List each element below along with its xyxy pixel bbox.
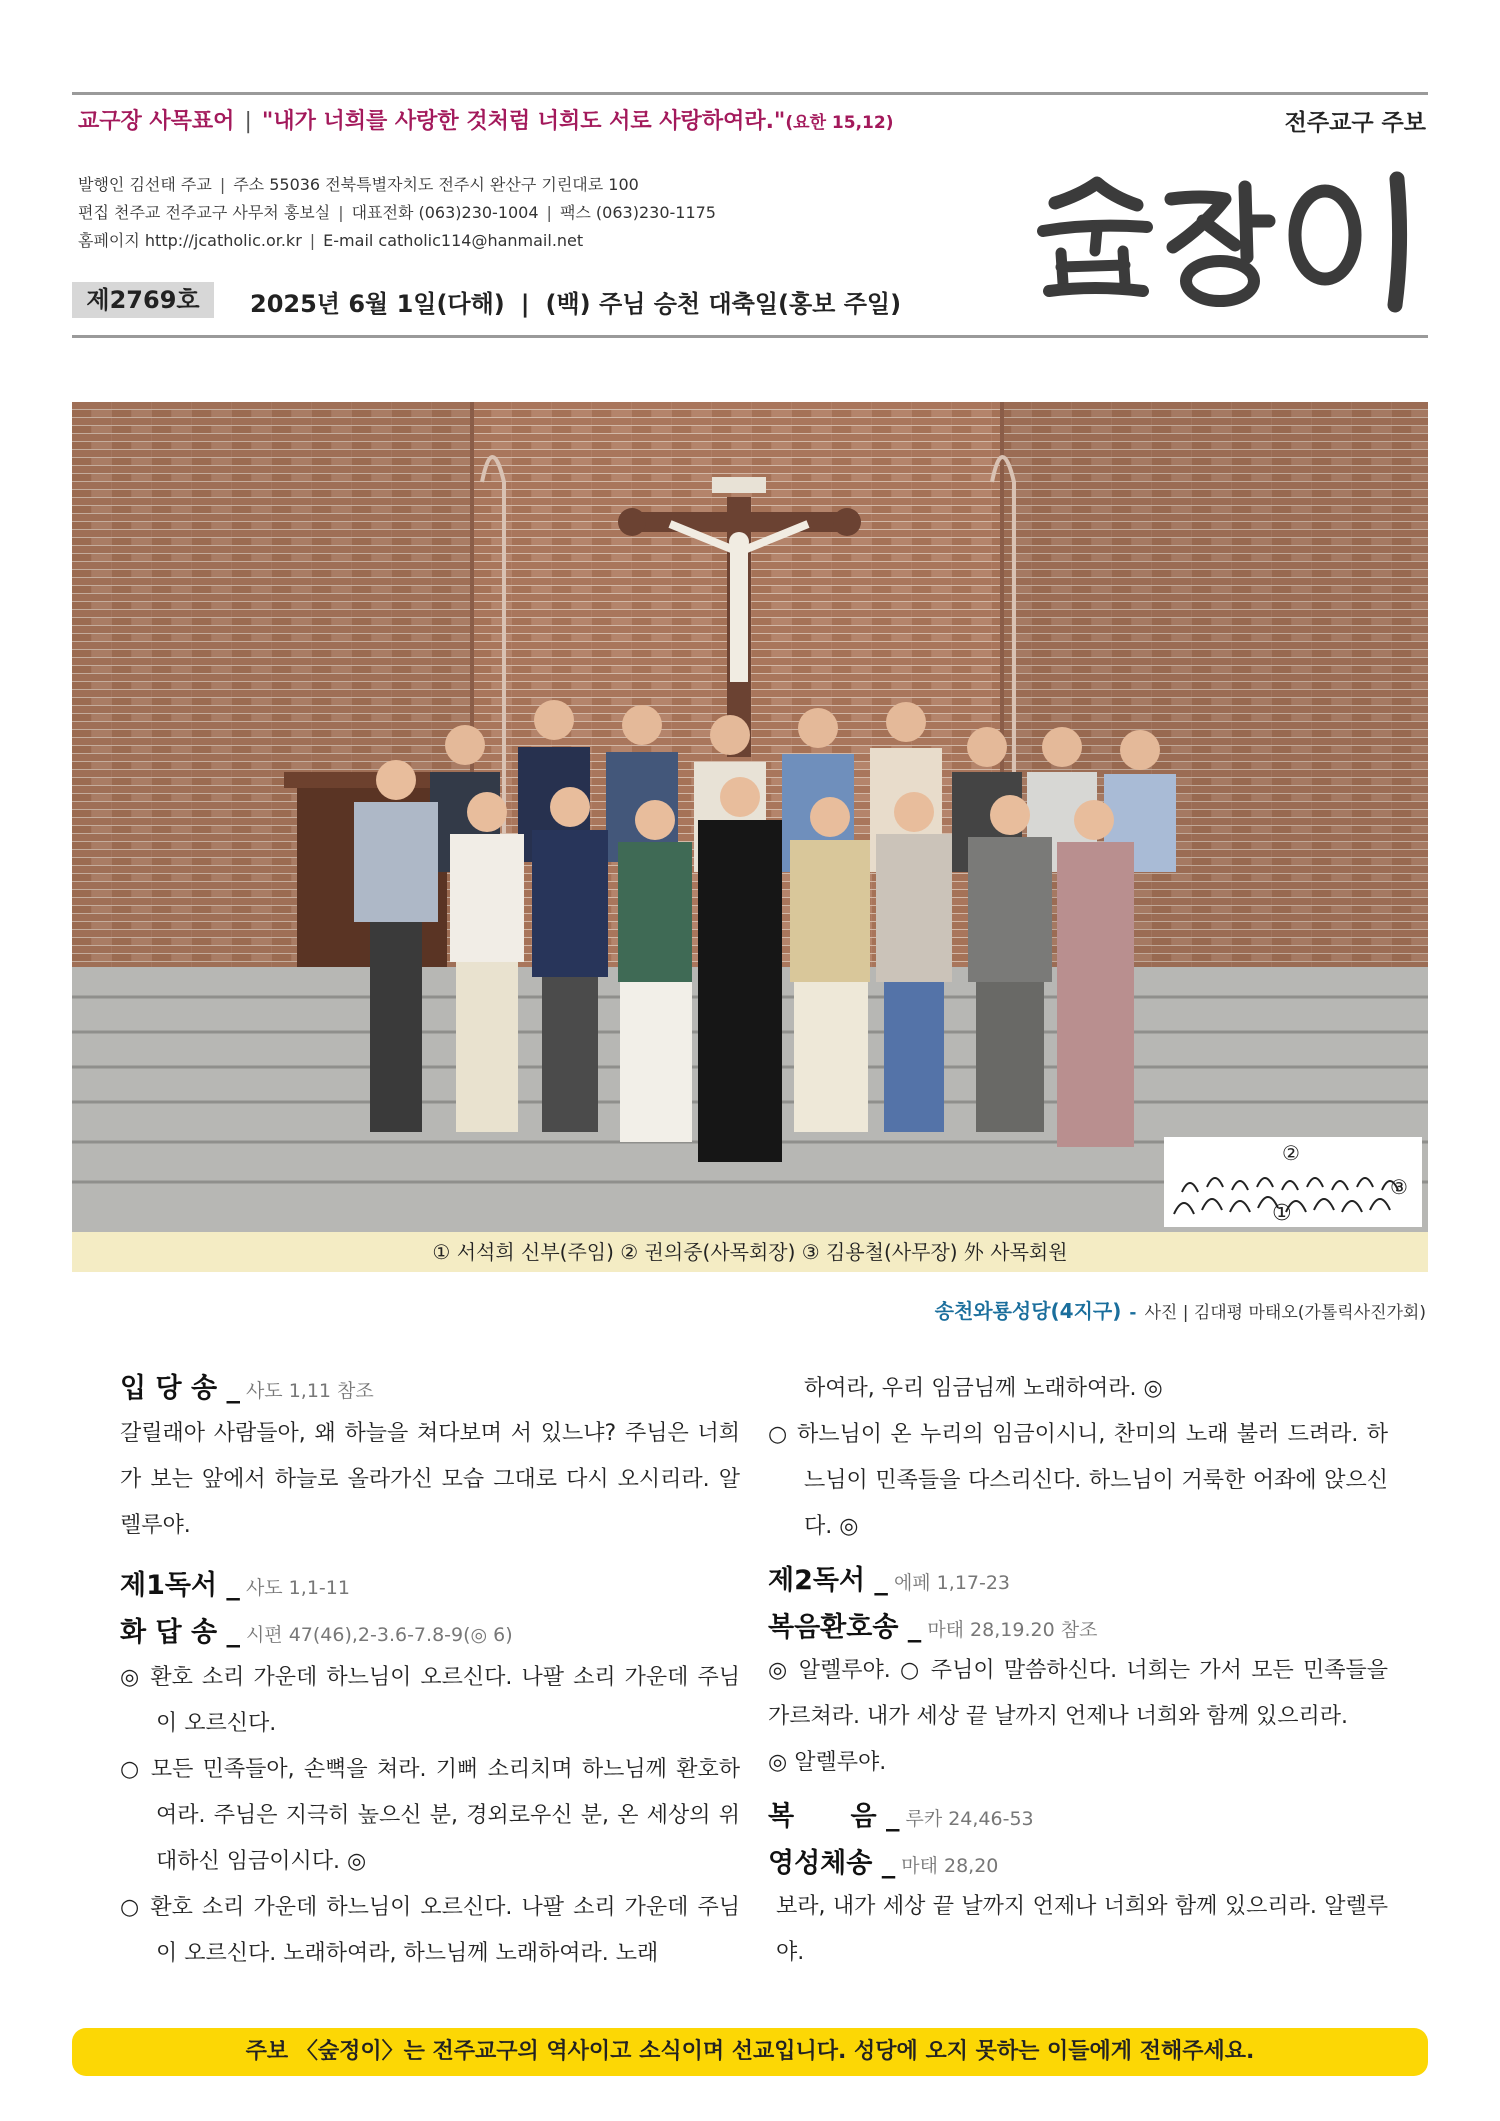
psalm-ref: 시편 47(46),2-3.6-7.8-9(◎ 6)	[245, 1624, 513, 1646]
gospel-acclamation-heading	[768, 1605, 1388, 1644]
editor-line: 편집 천주교 전주교구 사무처 홍보실 | 대표전화 (063)230-1004 | 팩스 (063)230-1175	[78, 203, 716, 222]
communion-title: 영성체송 _	[768, 1848, 896, 1879]
photo-credit: 송천와룡성당(4지구) - 사진 | 김대평 마태오(가톨릭사진가회)	[934, 1299, 1426, 1323]
top-rule	[72, 92, 1428, 95]
issue-line: 2025년 6월 1일(다해) | (백) 주님 승천 대축일(홍보 주일)	[250, 290, 902, 318]
communion-antiphon-text: 보라, 내가 세상 끝 날까지 언제나 너희와 함께 있으리라. 알렐루야.	[776, 1894, 1388, 1965]
motto-reference: (요한 15,12)	[785, 113, 894, 133]
separator: |	[244, 109, 252, 134]
gospel-heading	[768, 1794, 1388, 1833]
key-label-2: ②	[1282, 1141, 1300, 1165]
communion-ref: 마태 28,20	[901, 1855, 999, 1877]
editor: 편집 천주교 전주교구 사무처 홍보실	[78, 203, 331, 222]
contact-line: 홈페이지 http://jcatholic.or.kr | E-mail catholic114@hanmail.net	[78, 231, 584, 250]
psalm-heading	[120, 1610, 740, 1649]
footer-banner: 주보 〈숲정이〉는 전주교구의 역사이고 소식이며 선교입니다. 성당에 오지 못하는 이들에게 전해주세요.	[72, 2028, 1428, 2076]
issue-date: 2025년 6월 1일(다해)	[250, 290, 505, 318]
reading2-title: 제2독서 _	[768, 1565, 888, 1596]
reading1-title: 제1독서 _	[120, 1570, 240, 1601]
entrance-antiphon-heading	[120, 1366, 740, 1405]
photo-caption: ① 서석희 신부(주임) ② 권의중(사목회장) ③ 김용철(사무장) 外 사목회원	[72, 1232, 1428, 1272]
gospel-ref: 루카 24,46-53	[905, 1808, 1034, 1830]
liturgy-left-column	[120, 1360, 740, 1977]
header-rule	[72, 335, 1428, 338]
motto-prefix: 교구장 사목표어	[78, 109, 235, 134]
psalm-verse: ○ 환호 소리 가운데 하느님이 오르신다. 나팔 소리 가운데 주님이 오르신다. 노래하여라, 하느님께 노래하여라. 노래	[120, 1895, 740, 1966]
phone: 대표전화 (063)230-1004	[351, 203, 539, 222]
issue-feast: (백) 주님 승천 대축일(홍보 주일)	[545, 290, 902, 318]
publisher-line: 발행인 김선태 주교 | 주소 55036 전북특별자치도 전주시 완산구 기린대로 100	[78, 175, 639, 194]
reading2-ref: 에페 1,17-23	[893, 1572, 1011, 1594]
issue-number: 제2769호	[72, 282, 214, 318]
reading1-ref: 사도 1,1-11	[245, 1577, 350, 1599]
publisher: 발행인 김선태 주교	[78, 175, 212, 194]
entrance-ref: 사도 1,11 참조	[245, 1380, 374, 1402]
psalm-response: ◎ 환호 소리 가운데 하느님이 오르신다. 나팔 소리 가운데 주님이 오르신다.	[120, 1665, 740, 1736]
gospel-acclamation-response: ◎ 알렐루야.	[768, 1750, 887, 1775]
motto-text: "내가 너희를 사랑한 것처럼 너희도 서로 사랑하여라."	[261, 109, 786, 134]
liturgy-right-column	[768, 1366, 1388, 1976]
psalm-verse: ○ 하느님이 온 누리의 임금이시니, 찬미의 노래 불러 드려라. 하느님이 민족들을 다스리신다. 하느님이 거룩한 어좌에 앉으신다. ◎	[768, 1422, 1388, 1539]
psalm-verse: ○ 모든 민족들아, 손뼉을 쳐라. 기뻐 소리치며 하느님께 환호하여라. 주님은 지극히 높으신 분, 경외로우신 분, 온 세상의 위대하신 임금이시다. ◎	[120, 1757, 740, 1874]
photo-key-inset	[1164, 1137, 1422, 1227]
masthead-logo	[1025, 165, 1435, 315]
diocesan-motto	[78, 104, 893, 135]
homepage-link[interactable]: 홈페이지 http://jcatholic.or.kr	[78, 231, 302, 250]
entrance-antiphon-text: 갈릴래아 사람들아, 왜 하늘을 쳐다보며 서 있느냐? 주님은 너희가 보는 앞에서 하늘로 올라가신 모습 그대로 다시 오시리라. 알렐루야.	[120, 1421, 740, 1538]
group-photo	[72, 402, 1428, 1232]
paper-type: 전주교구 주보	[1284, 110, 1426, 136]
gospel-acclamation-text: ◎ 알렐루야. ○ 주님이 말씀하신다. 너희는 가서 모든 민족들을 가르쳐라. 내가 세상 끝 날까지 언제나 너희와 함께 있으리라.	[768, 1658, 1388, 1729]
psalm-title: 화 답 송 _	[120, 1617, 240, 1648]
first-reading-heading	[120, 1563, 740, 1602]
fax: 팩스 (063)230-1175	[559, 203, 716, 222]
entrance-title: 입 당 송 _	[120, 1373, 240, 1404]
front-row-people	[354, 760, 1134, 1162]
email-link[interactable]: E-mail catholic114@hanmail.net	[323, 231, 584, 250]
address: 주소 55036 전북특별자치도 전주시 완산구 기린대로 100	[233, 175, 639, 194]
key-label-1: ①	[1272, 1201, 1292, 1226]
key-label-3: ③	[1390, 1175, 1408, 1199]
parish-name: 송천와룡성당(4지구)	[934, 1299, 1122, 1323]
second-reading-heading	[768, 1558, 1388, 1597]
communion-antiphon-heading	[768, 1841, 1388, 1880]
gospel-title: 복 음 _	[768, 1801, 900, 1832]
psalm-verse-continued: 하여라, 우리 임금님께 노래하여라. ◎	[804, 1376, 1163, 1401]
photographer: 사진 | 김대평 마태오(가톨릭사진가회)	[1144, 1303, 1426, 1323]
acclamation-title: 복음환호송 _	[768, 1612, 922, 1643]
acclamation-ref: 마태 28,19.20 참조	[927, 1619, 1098, 1641]
